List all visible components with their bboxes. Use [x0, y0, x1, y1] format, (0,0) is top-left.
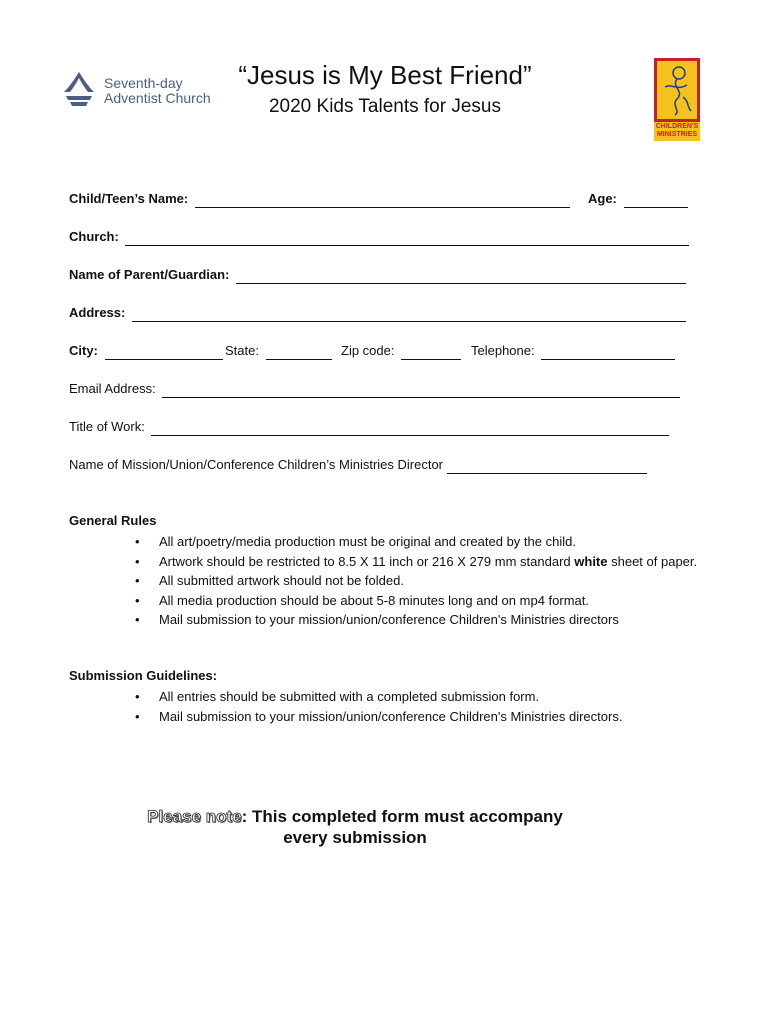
- state-label: State:: [225, 343, 259, 358]
- age-field[interactable]: [624, 193, 688, 208]
- child-figure-icon: [657, 61, 697, 119]
- submission-guidelines-heading: Submission Guidelines:: [69, 668, 218, 683]
- zip-row: [341, 342, 461, 360]
- age-label: Age:: [588, 191, 617, 206]
- sda-logo-line1: Seventh-day: [104, 75, 183, 91]
- child-name-label: Child/Teen’s Name:: [69, 191, 189, 206]
- list-item: • All submitted artwork should not be folded.: [135, 573, 404, 589]
- director-field[interactable]: [447, 459, 647, 474]
- telephone-label: Telephone:: [471, 343, 535, 358]
- address-label: Address:: [69, 305, 126, 320]
- note-text-line2: every submission: [283, 828, 427, 847]
- address-field[interactable]: [132, 307, 686, 322]
- email-row: [69, 380, 680, 398]
- director-label: Name of Mission/Union/Conference Children’s Ministries Director: [69, 457, 444, 472]
- parent-label: Name of Parent/Guardian:: [69, 267, 230, 282]
- childrens-ministries-logo: [654, 58, 700, 142]
- church-label: Church:: [69, 229, 119, 244]
- general-rules-heading: General Rules: [69, 513, 157, 528]
- ministry-logo-line2: MINISTRIES: [656, 131, 698, 138]
- age-row: [588, 190, 688, 208]
- title-of-work-row: [69, 418, 669, 436]
- city-row: [69, 342, 223, 360]
- email-label: Email Address:: [69, 381, 156, 396]
- address-row: [69, 304, 686, 322]
- list-item: • All media production should be about 5-8 minutes long and on mp4 format.: [135, 592, 589, 608]
- city-field[interactable]: [105, 345, 223, 360]
- page-subtitle: 2020 Kids Talents for Jesus: [268, 96, 501, 117]
- sda-logo-line2: Adventist Church: [104, 90, 211, 106]
- zip-label: Zip code:: [341, 343, 395, 358]
- state-field[interactable]: [266, 345, 332, 360]
- emphasis-white: white: [574, 553, 608, 569]
- state-row: [225, 342, 332, 360]
- ministry-logo-line1: CHILDREN'S: [655, 123, 699, 130]
- church-field[interactable]: [125, 231, 689, 246]
- list-item: • All entries should be submitted with a completed submission form.: [135, 689, 540, 704]
- submission-note: [0, 806, 710, 848]
- parent-field[interactable]: [236, 269, 686, 284]
- city-label: City:: [69, 343, 98, 358]
- director-row: [69, 456, 647, 474]
- child-name-row: [69, 190, 570, 208]
- title-of-work-label: Title of Work:: [69, 419, 145, 434]
- list-item: • All art/poetry/media production must be original and created by the child.: [135, 534, 576, 549]
- telephone-field[interactable]: [541, 345, 675, 360]
- list-item: • Mail submission to your mission/union/conference Children's Ministries directors.: [135, 708, 623, 724]
- page-title: “Jesus is My Best Friend”: [238, 60, 532, 90]
- parent-row: [69, 266, 686, 284]
- telephone-row: [471, 342, 675, 360]
- list-item: • Artwork should be restricted to 8.5 X 11 inch or 216 X 279 mm standard white sheet of paper.: [135, 553, 698, 569]
- list-item: • Mail submission to your mission/union/conference Children's Ministries directors: [135, 612, 619, 628]
- submission-guidelines-list: [135, 687, 700, 726]
- note-text-line1: : This completed form must accompany: [241, 807, 563, 826]
- general-rules-list: [135, 532, 700, 630]
- zip-field[interactable]: [401, 345, 461, 360]
- note-prefix: Please note: [147, 807, 242, 826]
- child-name-field[interactable]: [195, 193, 570, 208]
- email-field[interactable]: [162, 383, 680, 398]
- title-of-work-field[interactable]: [151, 421, 669, 436]
- church-row: [69, 228, 689, 246]
